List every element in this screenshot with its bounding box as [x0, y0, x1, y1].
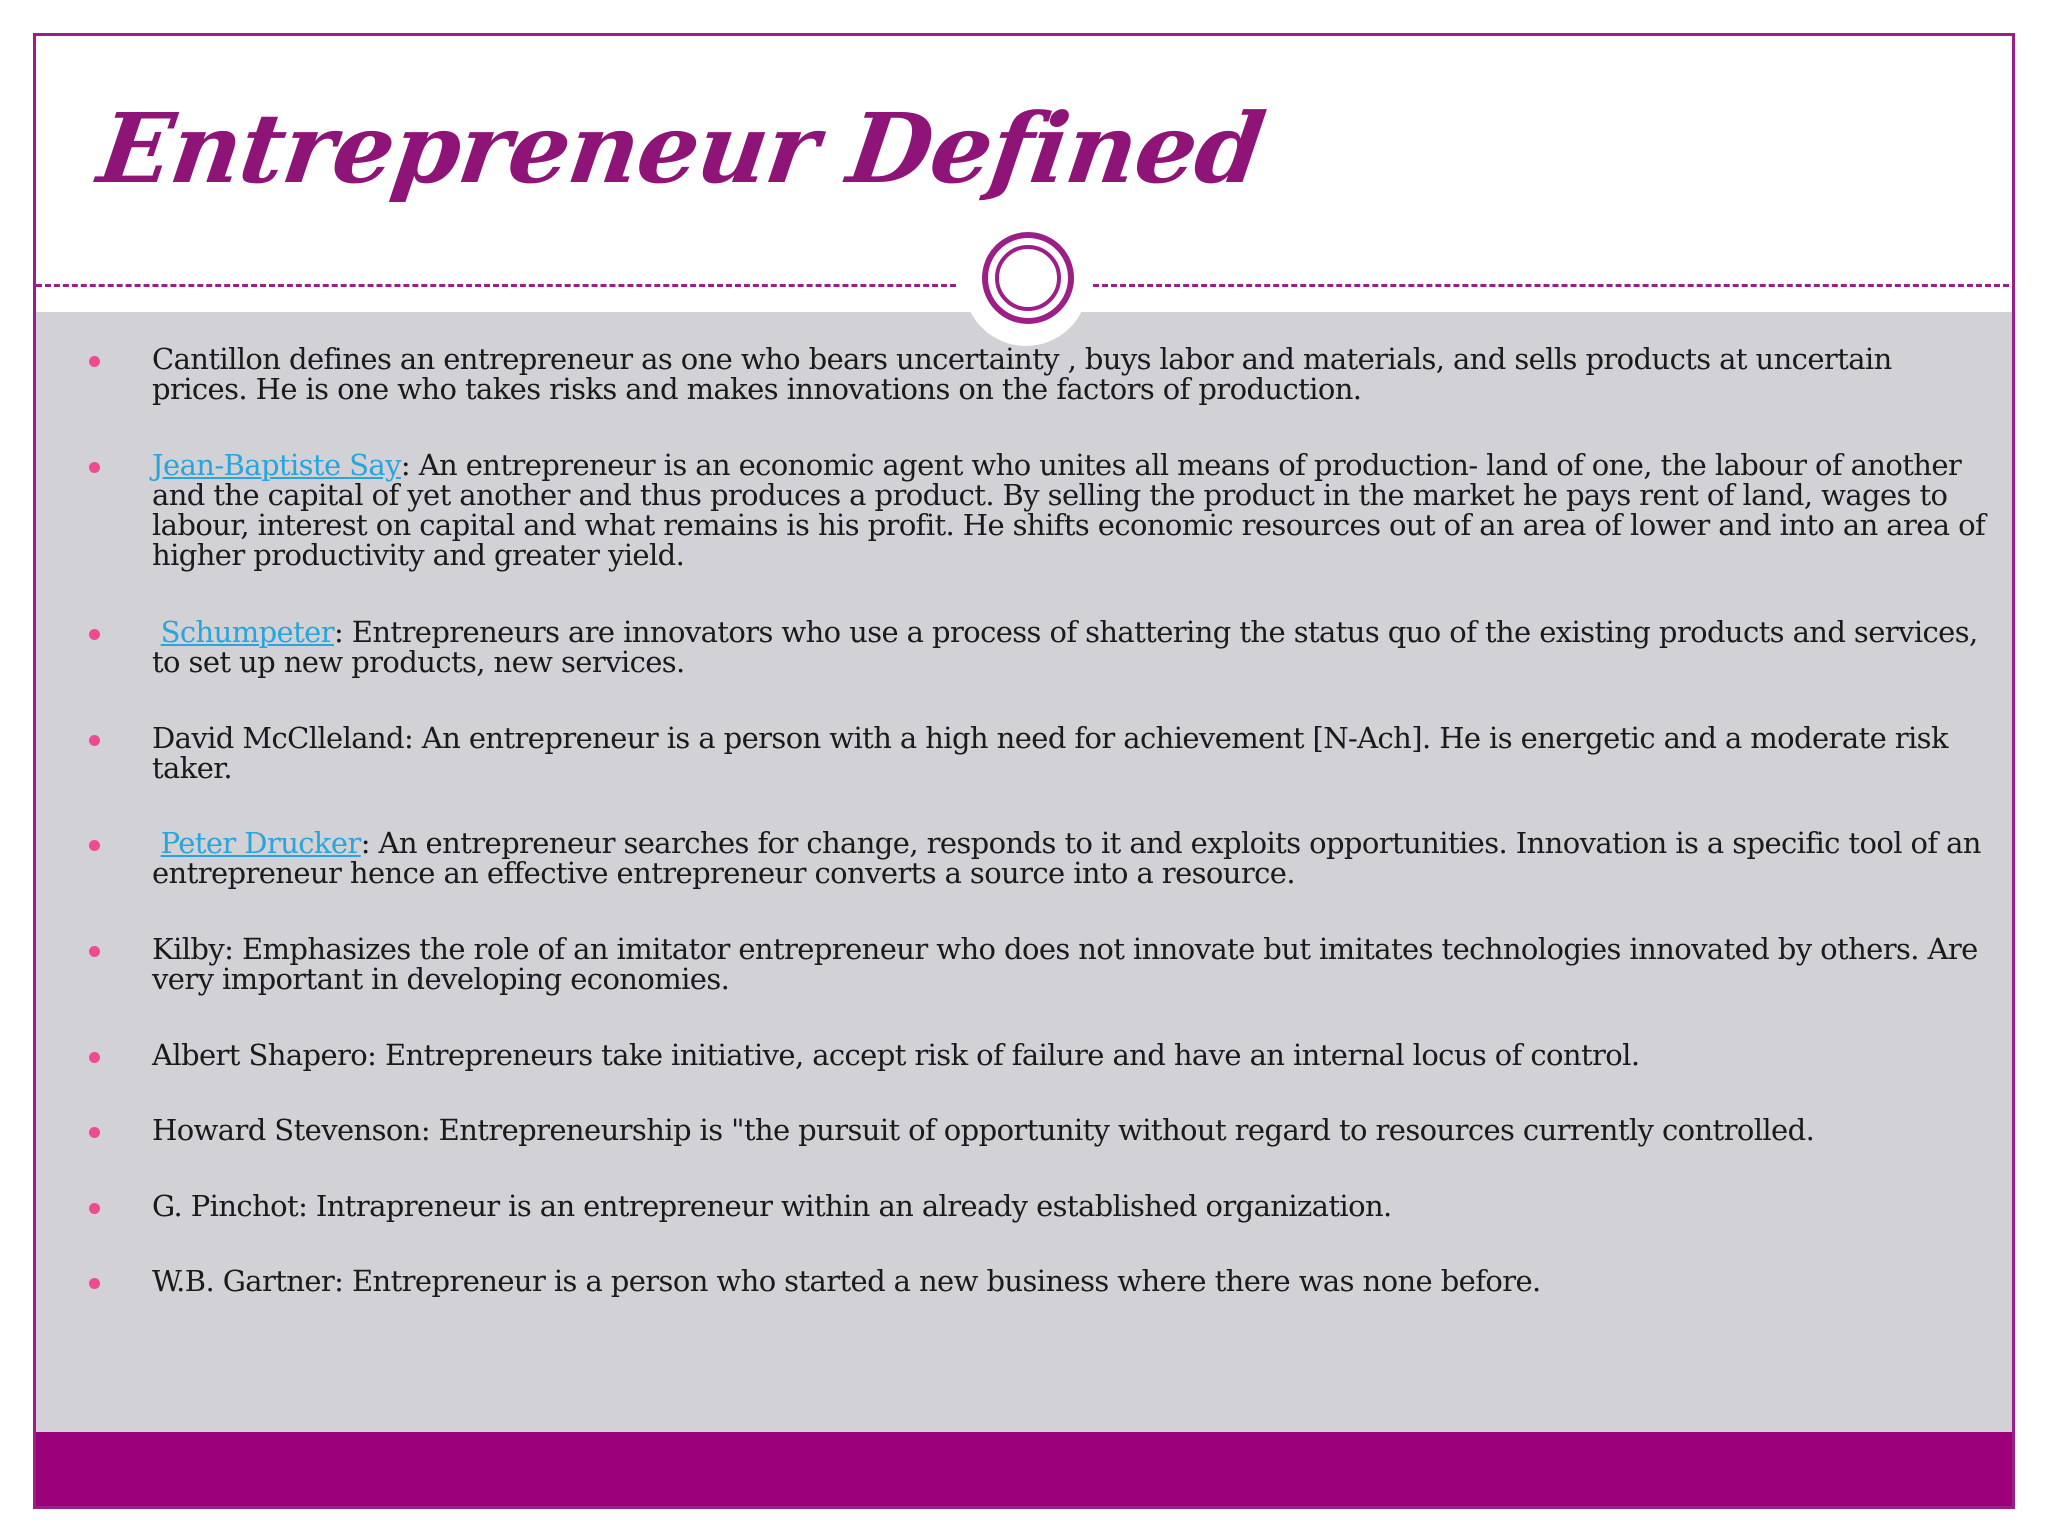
bullet-text: [152, 934, 1992, 994]
bullet-text: [152, 1191, 1992, 1221]
bullet-icon: [89, 1052, 100, 1063]
divider-right: [1093, 284, 2015, 287]
circle-ornament-icon: [982, 232, 1074, 324]
bullet-body: David McClleland: An entrepreneur is a person with a high need for achievement [N-Ach]. He is energetic and a moderate risk taker.: [152, 721, 1948, 785]
footer-bar: [36, 1432, 2012, 1509]
bullet-text: [152, 723, 1992, 783]
bullet-icon: [89, 946, 100, 957]
bullet-text: [152, 1115, 1992, 1145]
bullet-text: [152, 617, 1992, 677]
bullet-icon: [89, 1278, 100, 1289]
bullet-icon: [89, 840, 100, 851]
bullet-icon: [89, 1203, 100, 1214]
link-schumpeter[interactable]: Schumpeter: [160, 615, 334, 649]
bullet-body: : An entrepreneur is an economic agent who unites all means of production- land of one, the labour of another and the capital of yet another and thus produces a product. By selling the product in the market he pays rent of land, wages to labour, interest on capital and what remains is his profit. He shifts economic resources out of an area of lower and into an area of higher productivity and greater yield.: [152, 448, 1986, 572]
bullet-body: : An entrepreneur searches for change, responds to it and exploits opportunities. Innovation is a specific tool of an entrepreneur hence an effective entrepreneur converts a source into a resource.: [152, 826, 1981, 890]
bullet-body: Cantillon defines an entrepreneur as one who bears uncertainty , buys labor and materials, and sells products at uncertain prices. He is one who takes risks and makes innovations on the factors of production.: [152, 342, 1892, 406]
slide-title: Entrepreneur Defined: [92, 92, 1271, 205]
bullet-text: [152, 1040, 1992, 1070]
bullet-body: G. Pinchot: Intrapreneur is an entrepreneur within an already established organization.: [152, 1189, 1392, 1223]
bullet-body: : Entrepreneurs are innovators who use a process of shattering the status quo of the existing products and services, to set up new products, new services.: [152, 615, 1978, 679]
bullet-icon: [89, 462, 100, 473]
divider-left: [36, 284, 956, 287]
link-jean-baptiste-say[interactable]: Jean-Baptiste Say: [152, 448, 401, 482]
bullet-text: [152, 344, 1992, 404]
bullet-icon: [89, 356, 100, 367]
bullet-icon: [89, 735, 100, 746]
bullet-icon: [89, 629, 100, 640]
circle-ornament-inner: [995, 245, 1061, 311]
bullet-text: [152, 828, 1992, 888]
bullet-icon: [89, 1127, 100, 1138]
bullet-body: Howard Stevenson: Entrepreneurship is "the pursuit of opportunity without regard to resources currently controlled.: [152, 1113, 1815, 1147]
link-peter-drucker[interactable]: Peter Drucker: [160, 826, 361, 860]
bullet-body: Albert Shapero: Entrepreneurs take initiative, accept risk of failure and have an internal locus of control.: [152, 1038, 1640, 1072]
bullet-body: Kilby: Emphasizes the role of an imitator entrepreneur who does not innovate but imitates technologies innovated by others. Are very important in developing economies.: [152, 932, 1978, 996]
bullet-body: W.B. Gartner: Entrepreneur is a person who started a new business where there was none before.: [152, 1264, 1541, 1298]
bullet-text: [152, 450, 1992, 570]
bullet-text: [152, 1266, 1992, 1296]
slide: [33, 33, 2015, 1509]
